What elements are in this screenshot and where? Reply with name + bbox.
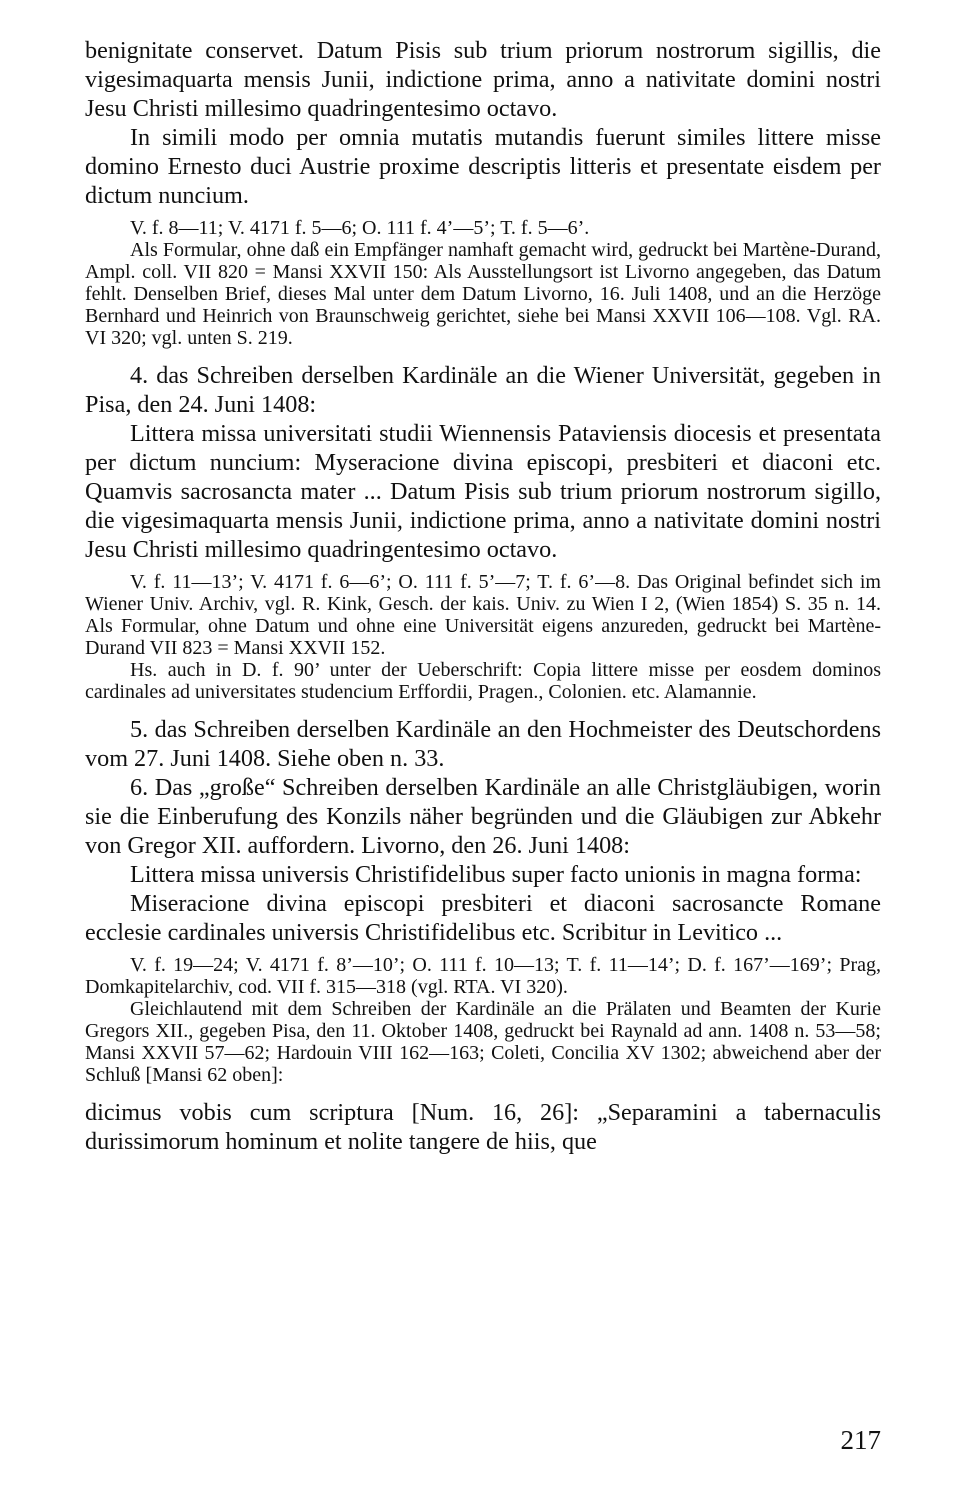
text-paragraph: In simili modo per omnia mutatis mutandis fuerunt similes littere misse domino Ernesto duci Austrie proxime descriptis litteris et presentate eisdem per dictum nuncium. [85, 124, 881, 209]
note-paragraph: V. f. 11—13’; V. 4171 f. 6—6’; O. 111 f. 5’—7; T. f. 6’—8. Das Original befindet sich im Wiener Univ. Archiv, vgl. R. Kink, Gesch. der kais. Univ. zu Wien I 2, (Wien 1854) S. 35 n. 14. Als Formular, ohne Datum und ohne eine Universität eigens anzureden, gedruckt bei Martène-Durand VII 823 = Mansi XXVII 152. [85, 571, 881, 659]
text-paragraph: dicimus vobis cum scriptura [Num. 16, 26]: „Separamini a tabernaculis durissimorum hominum et nolite tangere de hiis, que [85, 1099, 881, 1155]
text-paragraph: Miseracione divina episcopi presbiteri et diaconi sacrosancte Romane ecclesie cardinales universis Christifidelibus etc. Scribitur in Levitico ... [85, 890, 881, 946]
note-paragraph: Hs. auch in D. f. 90’ unter der Ueberschrift: Copia littere misse per eosdem dominos cardinales ad universitates studencium Erffordii, Pragen., Colonien. etc. Alamannie. [85, 659, 881, 703]
text-paragraph: 6. Das „große“ Schreiben derselben Kardinäle an alle Christgläubigen, worin sie die Einberufung des Konzils näher begründen und die Gläubigen zur Abkehr von Gregor XII. auffordern. Livorno, den 26. Juni 1408: [85, 774, 881, 859]
text-paragraph: 5. das Schreiben derselben Kardinäle an den Hochmeister des Deutschordens vom 27. Juni 1408. Siehe oben n. 33. [85, 716, 881, 772]
note-paragraph: Gleichlautend mit dem Schreiben der Kardinäle an die Prälaten und Beamten der Kurie Gregors XII., gegeben Pisa, den 11. Oktober 1408, gedruckt bei Raynald ad ann. 1408 n. 53—58; Mansi XXVII 57—62; Hardouin VIII 162—163; Coleti, Concilia XV 1302; abweichend aber der Schluß [Mansi 62 oben]: [85, 998, 881, 1086]
page-number: 217 [840, 1425, 881, 1455]
text-paragraph: Littera missa universitati studii Wiennensis Pataviensis diocesis et presentata per dictum nuncium: Myseracione divina episcopi, presbiteri et diaconi etc. Quamvis sacrosancta mater ... Datum Pisis sub trium priorum nostrorum sigillo, die vigesimaquarta mensis Junii, indictione prima, anno a nativitate domini nostri Jesu Christi millesimo quadringentesimo octavo. [85, 420, 881, 563]
note-paragraph: V. f. 19—24; V. 4171 f. 8’—10’; O. 111 f. 10—13; T. f. 11—14’; D. f. 167’—169’; Prag, Domkapitelarchiv, cod. VII f. 315—318 (vgl. RTA. VI 320). [85, 954, 881, 998]
text-paragraph: 4. das Schreiben derselben Kardinäle an die Wiener Universität, gegeben in Pisa, den 24. Juni 1408: [85, 362, 881, 418]
note-paragraph: Als Formular, ohne daß ein Empfänger namhaft gemacht wird, gedruckt bei Martène-Durand, Ampl. coll. VII 820 = Mansi XXVII 150: Als Ausstellungsort ist Livorno angegeben, das Datum fehlt. Denselben Brief, dieses Mal unter dem Datum Livorno, 16. Juli 1408, und an die Herzöge Bernhard und Heinrich von Braunschweig gerichtet, siehe bei Mansi XXVII 106—108. Vgl. RA. VI 320; vgl. unten S. 219. [85, 239, 881, 349]
note-paragraph: V. f. 8—11; V. 4171 f. 5—6; O. 111 f. 4’—5’; T. f. 5—6’. [130, 217, 590, 239]
text-paragraph: benignitate conservet. Datum Pisis sub trium priorum nostrorum sigillis, die vigesimaquarta mensis Junii, indictione prima, anno a nativitate domini nostri Jesu Christi millesimo quadringentesimo octavo. [85, 37, 881, 122]
page-body [85, 36, 881, 1156]
text-paragraph: Littera missa universis Christifidelibus super facto unionis in magna forma: [130, 861, 862, 888]
